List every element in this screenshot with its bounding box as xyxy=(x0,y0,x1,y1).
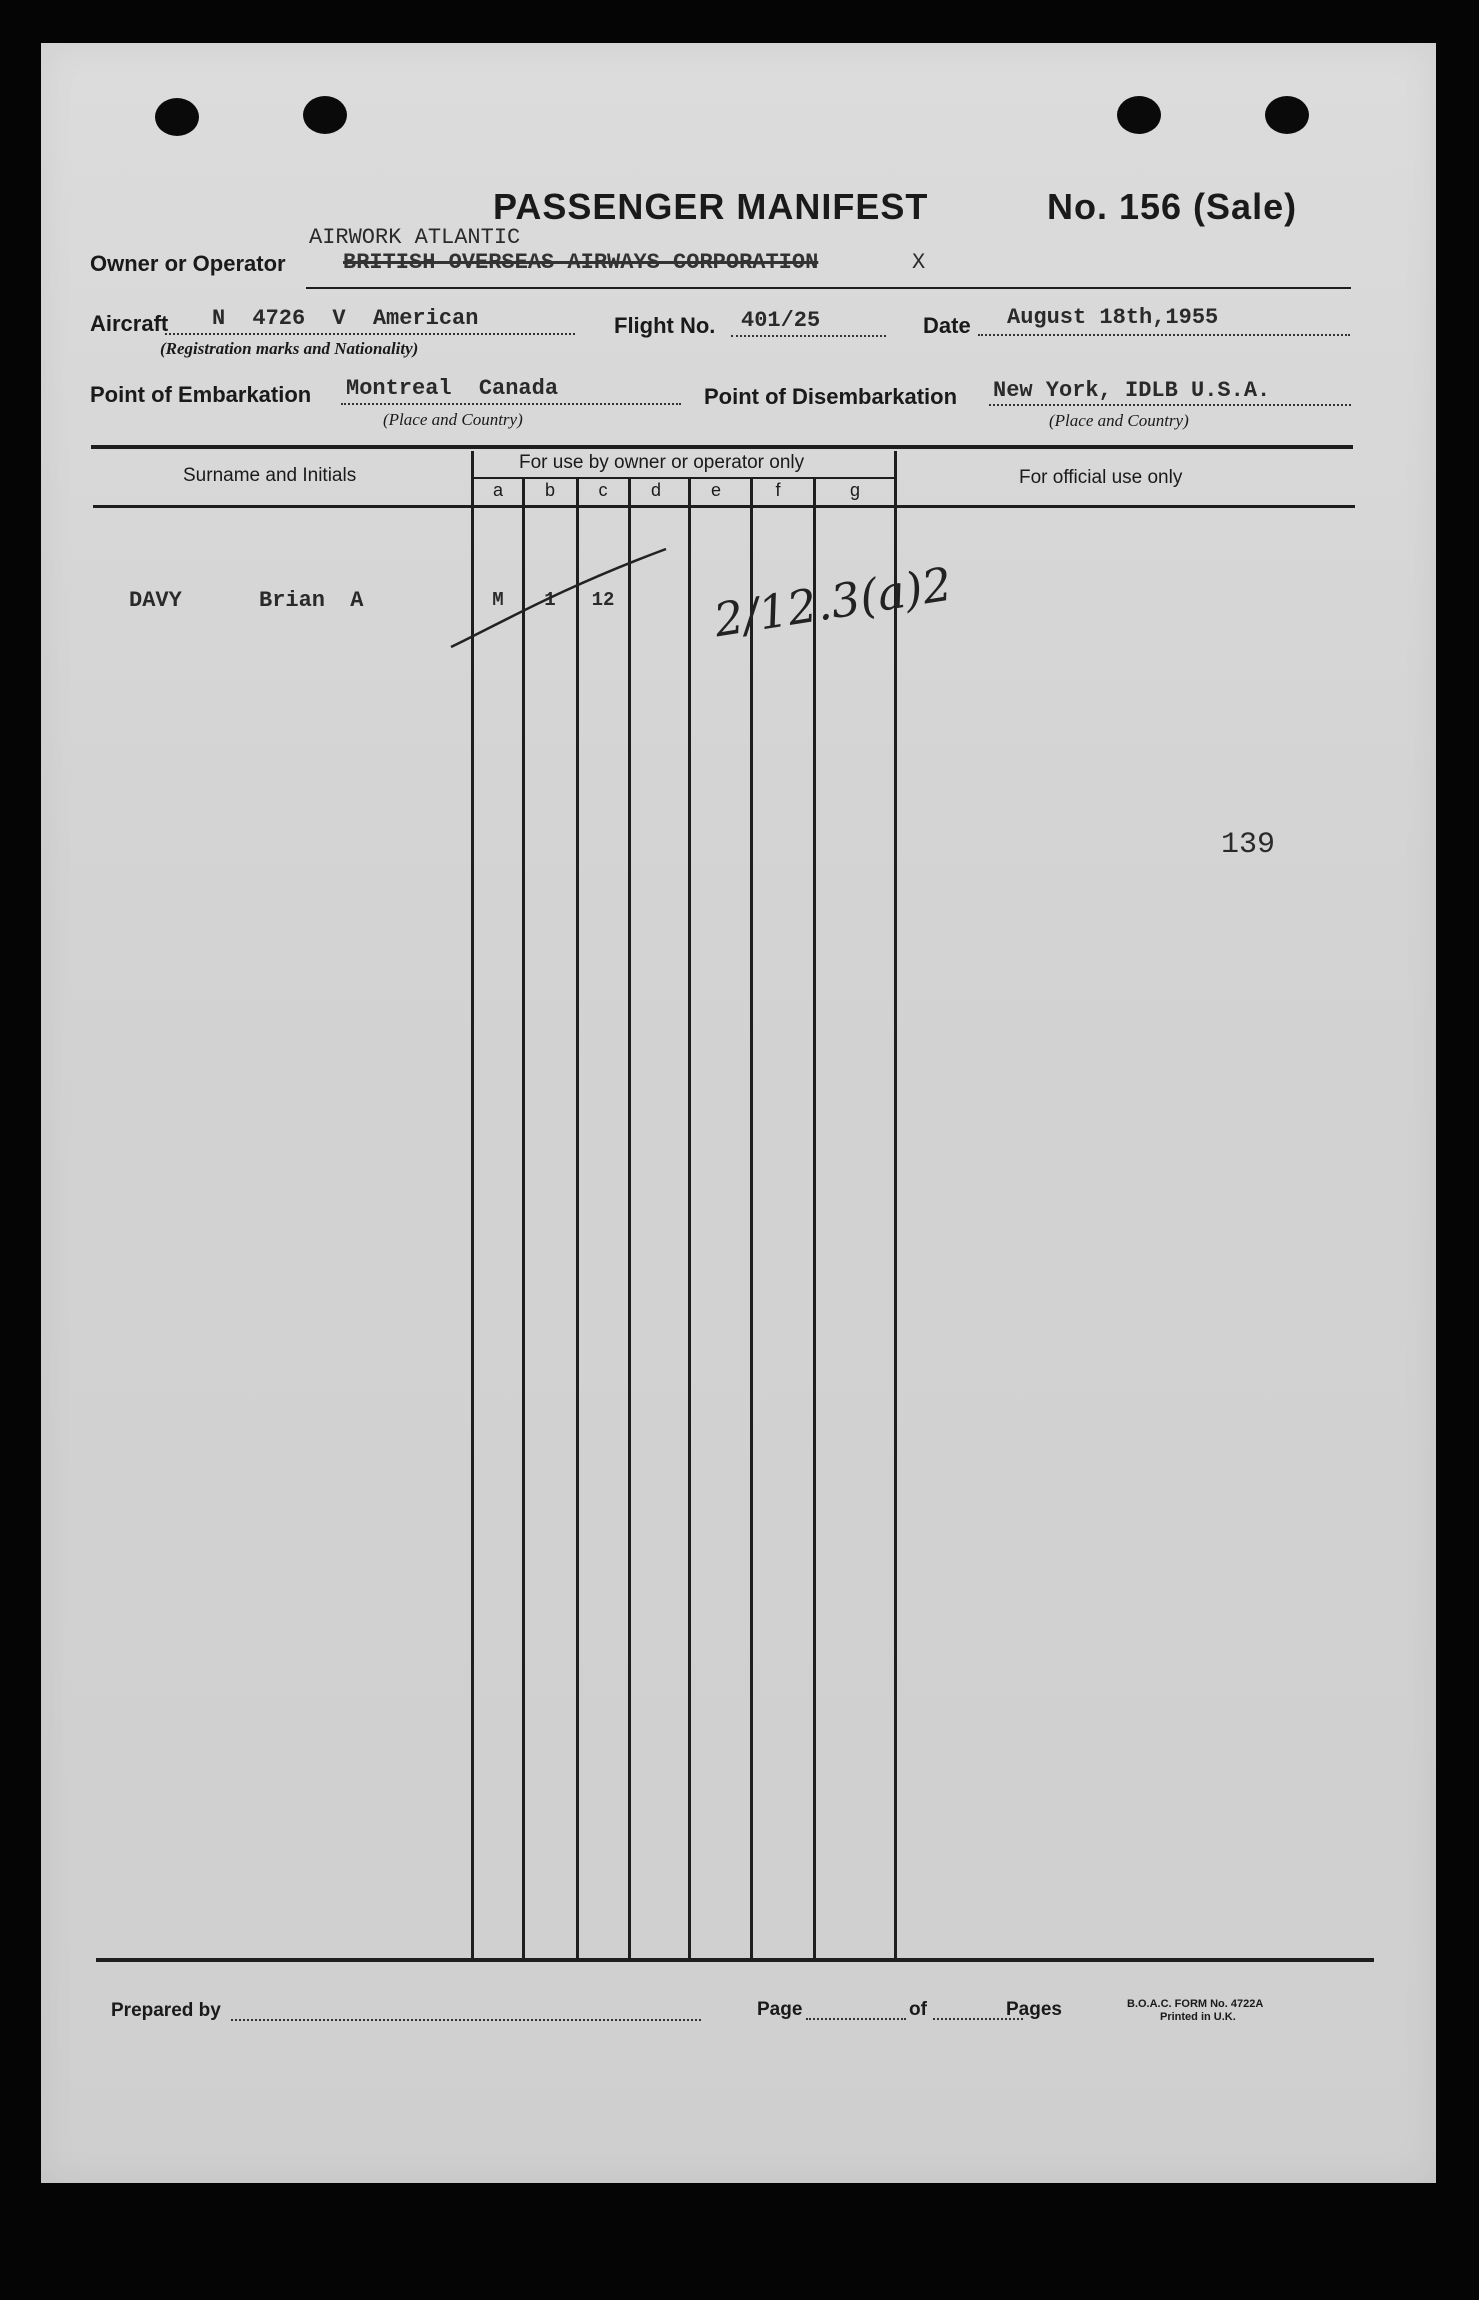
aircraft-label: Aircraft xyxy=(90,311,169,336)
page-line xyxy=(806,2018,906,2020)
punch-hole xyxy=(303,96,347,134)
flight-label: Flight No. xyxy=(614,313,716,338)
table-header-rule xyxy=(93,505,1355,508)
aircraft-value: N 4726 V American xyxy=(212,306,479,331)
embark-sub: (Place and Country) xyxy=(383,410,523,429)
column-letter-e: e xyxy=(710,480,721,500)
column-letter-f: f xyxy=(775,480,781,500)
column-letter-c: c xyxy=(598,480,608,500)
column-divider xyxy=(522,479,525,1961)
aircraft-line xyxy=(165,333,575,335)
punch-hole xyxy=(1117,96,1161,134)
column-divider xyxy=(628,479,631,1961)
surname-header: Surname and Initials xyxy=(183,465,357,486)
passenger-surname: DAVY xyxy=(129,588,182,613)
prepared-label: Prepared by xyxy=(111,2000,221,2021)
disembark-line xyxy=(989,404,1351,406)
passenger-col-c: 12 xyxy=(591,589,615,611)
pages-label: Pages xyxy=(1006,1999,1062,2020)
passenger-initials: Brian A xyxy=(259,588,364,613)
disembark-value: New York, IDLB U.S.A. xyxy=(993,378,1271,403)
date-line xyxy=(978,334,1350,336)
embark-line xyxy=(341,403,681,405)
page-label: Page xyxy=(757,1999,803,2020)
table-bottom-rule xyxy=(96,1958,1374,1962)
aircraft-sub: (Registration marks and Nationality) xyxy=(160,339,419,358)
column-letter-g: g xyxy=(849,480,860,500)
disembark-label: Point of Disembarkation xyxy=(704,384,958,409)
embark-label: Point of Embarkation xyxy=(90,382,312,407)
column-letter-b: b xyxy=(544,480,555,500)
handwritten-tick xyxy=(441,503,681,653)
disembark-sub: (Place and Country) xyxy=(1049,411,1189,430)
passenger-col-b: 1 xyxy=(544,589,556,611)
stamp-number: 139 xyxy=(1221,828,1276,862)
form-number-footer: B.O.A.C. FORM No. 4722A xyxy=(1127,1998,1264,2010)
form-number: No. 156 (Sale) xyxy=(1047,186,1298,227)
column-divider xyxy=(576,479,579,1961)
operator-header: For use by owner or operator only xyxy=(519,452,805,473)
owner-label: Owner or Operator xyxy=(90,251,286,276)
prepared-line xyxy=(231,2019,701,2021)
column-divider xyxy=(750,479,753,1961)
printed-in: Printed in U.K. xyxy=(1160,2011,1236,2023)
owner-typed: AIRWORK ATLANTIC xyxy=(309,225,521,250)
passenger-col-a: M xyxy=(492,589,504,611)
date-value: August 18th,1955 xyxy=(1007,305,1219,330)
manifest-sheet xyxy=(41,43,1436,2183)
column-divider xyxy=(894,451,897,1961)
date-label: Date xyxy=(923,313,971,338)
flight-line xyxy=(731,335,886,337)
column-divider xyxy=(688,479,691,1961)
table-top-rule xyxy=(91,445,1353,449)
punch-hole xyxy=(1265,96,1309,134)
owner-trailing: X xyxy=(912,250,926,275)
column-divider xyxy=(471,451,474,1961)
operator-header-rule xyxy=(474,477,896,479)
column-divider xyxy=(813,479,816,1961)
embark-value: Montreal Canada xyxy=(346,376,559,401)
official-note: 2/12.3(a)2 xyxy=(710,556,956,648)
column-letter-d: d xyxy=(650,480,661,500)
column-letter-a: a xyxy=(492,480,503,500)
punch-hole xyxy=(155,98,199,136)
form-title: PASSENGER MANIFEST xyxy=(493,186,929,227)
of-label: of xyxy=(909,1999,927,2020)
flight-value: 401/25 xyxy=(741,308,821,333)
official-header: For official use only xyxy=(1019,467,1183,488)
owner-struck: BRITISH OVERSEAS AIRWAYS CORPORATION xyxy=(343,250,819,275)
owner-line xyxy=(306,287,1351,289)
